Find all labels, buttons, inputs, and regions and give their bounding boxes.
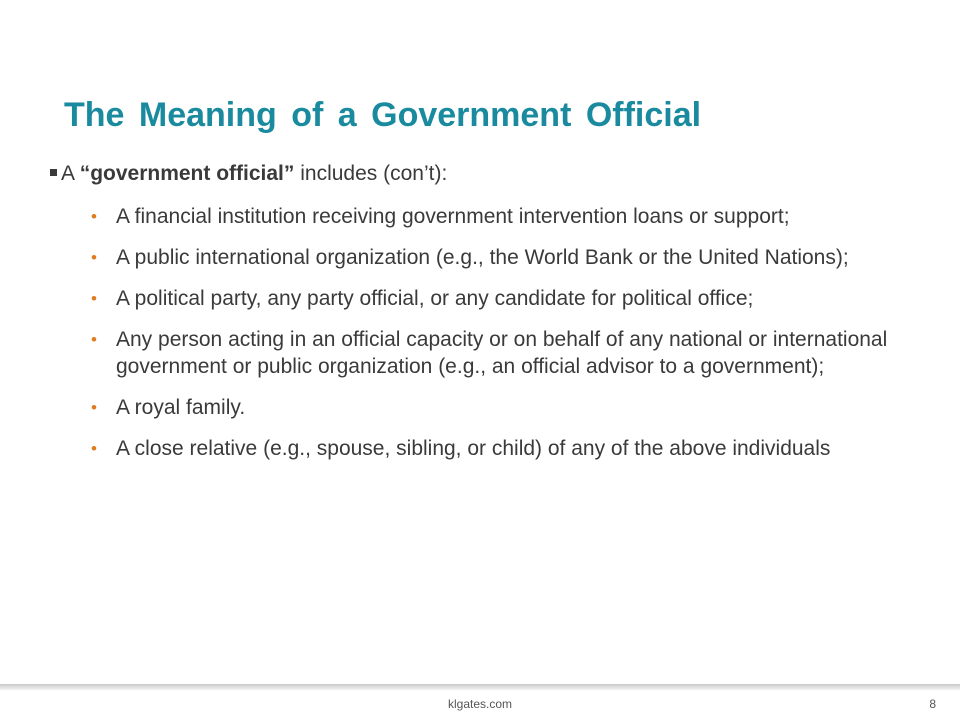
list-item [91,285,891,312]
slide-title: The Meaning of a Government Official [64,96,702,134]
bullet-dot-icon: • [91,207,97,226]
footer-divider [0,684,960,690]
list-item-text: A public international organization (e.g., the World Bank or the United Nations); [116,246,849,269]
list-item-text: A close relative (e.g., spouse, sibling, or child) of any of the above individuals [116,437,831,460]
square-bullet-icon [50,169,57,176]
intro-emphasis: “government official” [79,162,295,185]
list-item [91,326,891,380]
intro-suffix: includes (con’t): [294,162,448,185]
list-item [91,203,891,230]
intro-line [50,160,447,188]
bullet-list [91,203,891,476]
list-item [91,244,891,271]
list-item [91,435,891,462]
intro-prefix: A [61,162,80,185]
list-item-text: Any person acting in an official capacity or on behalf of any national or international government or public organization (e.g., an official advisor to a government); [116,328,888,378]
list-item-text: A financial institution receiving government intervention loans or support; [116,205,790,228]
bullet-dot-icon: • [91,398,97,417]
page-number: 8 [929,697,936,711]
bullet-dot-icon: • [91,289,97,308]
list-item-text: A political party, any party official, or any candidate for political office; [116,287,754,310]
list-item-text: A royal family. [116,396,246,419]
list-item [91,394,891,421]
bullet-dot-icon: • [91,330,97,349]
footer-website: klgates.com [447,697,513,711]
bullet-dot-icon: • [91,439,97,458]
bullet-dot-icon: • [91,248,97,267]
